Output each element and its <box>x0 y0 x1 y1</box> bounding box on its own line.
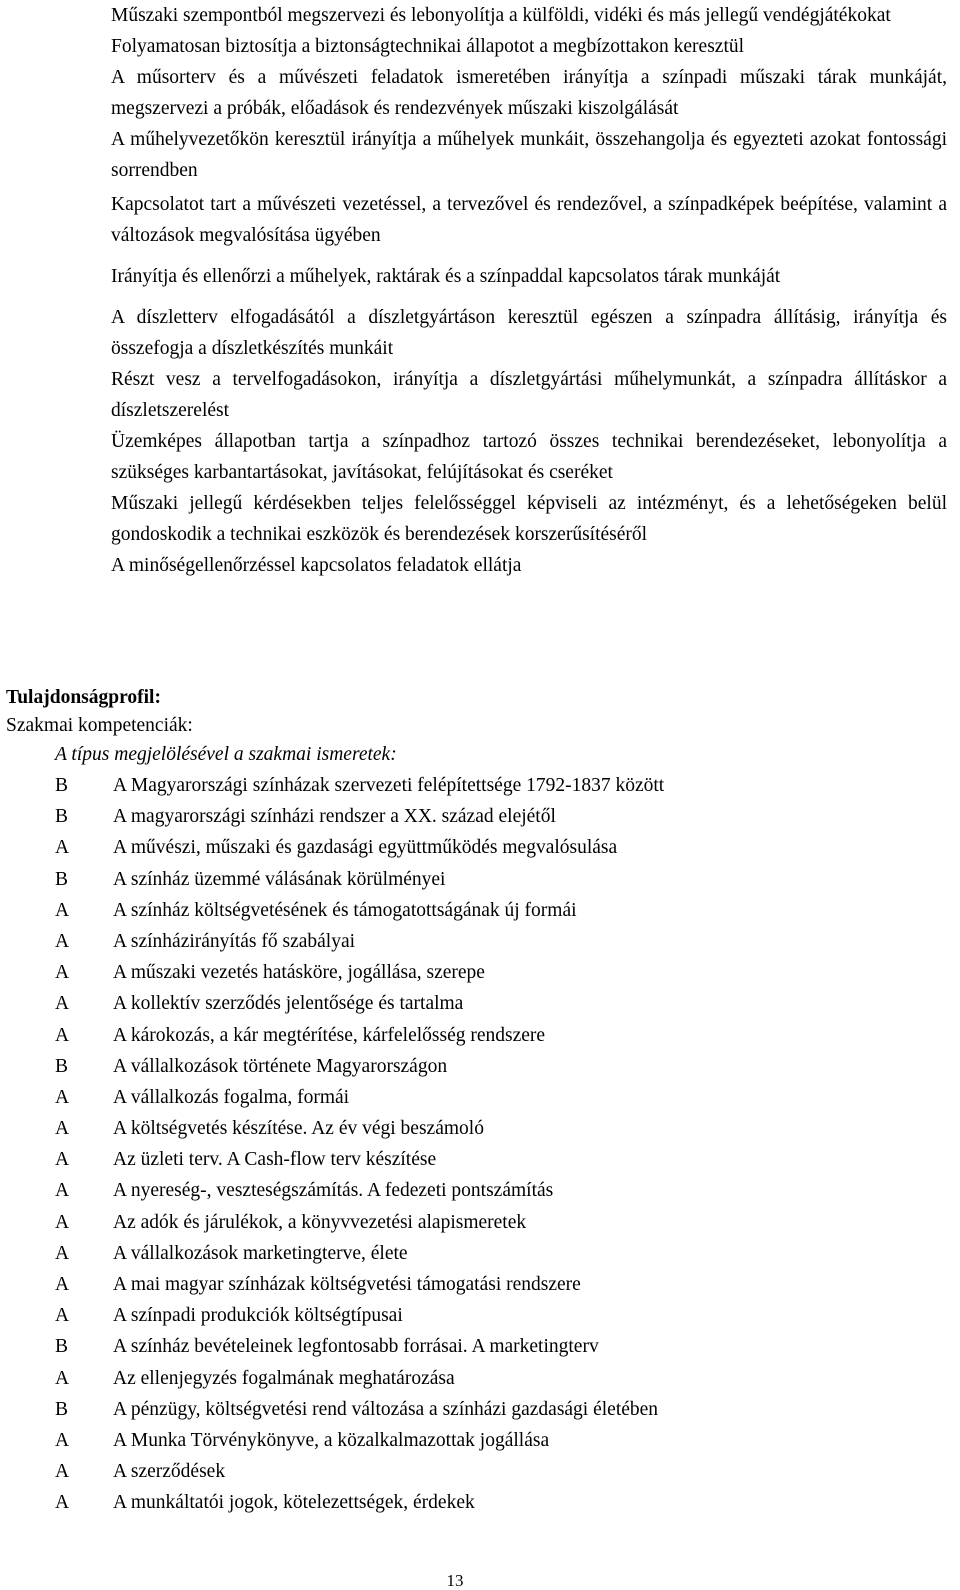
knowledge-level: A <box>55 1274 70 1295</box>
list-item <box>55 1144 946 1175</box>
knowledge-level: B <box>55 1336 69 1358</box>
duty-paragraph: Műszaki szempontból megszervezi és lebonyolítja a külföldi, vidéki és más jellegű vendégjátékokat <box>111 5 891 26</box>
knowledge-text: A magyarországi színházi rendszer a XX. század elejétől <box>113 806 556 828</box>
knowledge-level: A <box>55 930 70 952</box>
duty-paragraph: Üzemképes állapotban tartja a színpadhoz tartozó összes technikai berendezéseket, lebonyolítja a szükséges karbantartásokat, javításokat, felújításokat és cseréket <box>111 431 947 483</box>
duty-paragraph: A minőségellenőrzéssel kapcsolatos feladatok ellátja <box>111 555 522 576</box>
knowledge-level: A <box>55 837 70 859</box>
knowledge-level: A <box>55 1118 70 1140</box>
knowledge-text: A költségvetés készítése. Az év végi beszámoló <box>113 1118 484 1140</box>
list-item <box>55 1238 946 1269</box>
knowledge-text: A műszaki vezetés hatásköre, jogállása, szerepe <box>113 962 485 984</box>
list-item <box>55 1456 946 1487</box>
knowledge-text: A munkáltatói jogok, kötelezettségek, érdekek <box>113 1492 475 1514</box>
knowledge-text: A nyereség-, veszteségszámítás. A fedezeti pontszámítás <box>113 1180 554 1202</box>
page-number: 13 <box>446 1571 464 1590</box>
list-item <box>55 1269 946 1300</box>
knowledge-label: A típus megjelölésével a szakmai ismeretek: <box>55 744 397 765</box>
knowledge-text: Az adók és járulékok, a könyvvezetési alapismeretek <box>113 1211 527 1233</box>
list-item <box>55 988 946 1019</box>
list-item <box>55 1051 946 1082</box>
knowledge-level: A <box>55 1305 70 1327</box>
knowledge-text: Az üzleti terv. A Cash-flow terv készítése <box>113 1149 437 1171</box>
knowledge-text: A vállalkozás fogalma, formái <box>113 1086 350 1108</box>
duty-paragraph: Részt vesz a tervelfogadásokon, irányítja a díszletgyártási műhelymunkát, a színpadra állításkor a díszletszerelést <box>111 369 947 421</box>
knowledge-level: A <box>55 1180 70 1202</box>
list-item <box>55 801 946 832</box>
knowledge-level: A <box>55 962 70 984</box>
duty-paragraph: A műsorterv és a művészeti feladatok ismeretében irányítja a színpadi műszaki tárak munkáját, megszervezi a próbák, előadások és rendezvények műszaki kiszolgálását <box>111 67 947 119</box>
knowledge-text: Az ellenjegyzés fogalmának meghatározása <box>113 1367 455 1389</box>
knowledge-level: A <box>55 899 70 921</box>
knowledge-text: A kollektív szerződés jelentősége és tartalma <box>113 993 464 1015</box>
list-item <box>55 864 946 895</box>
knowledge-level: A <box>55 1242 70 1264</box>
knowledge-text: A színház üzemmé válásának körülményei <box>113 868 446 890</box>
knowledge-level: A <box>55 1086 70 1108</box>
knowledge-level: B <box>55 775 69 796</box>
list-item <box>55 1207 946 1238</box>
knowledge-text: A szerződések <box>113 1461 226 1483</box>
knowledge-level: B <box>55 806 69 828</box>
knowledge-level: A <box>55 1461 70 1483</box>
list-item <box>55 770 946 801</box>
property-profile-section <box>6 684 946 1519</box>
knowledge-text: A vállalkozások története Magyarországon <box>113 1055 448 1077</box>
list-item <box>55 1394 946 1425</box>
knowledge-level: A <box>55 1367 70 1389</box>
knowledge-text: A pénzügy, költségvetési rend változása a színházi gazdasági életében <box>113 1398 659 1420</box>
duty-paragraph: Folyamatosan biztosítja a biztonságtechnikai állapotot a megbízottakon keresztül <box>111 36 745 57</box>
knowledge-text: A károkozás, a kár megtérítése, kárfelelősség rendszere <box>113 1024 546 1046</box>
list-item <box>55 1082 946 1113</box>
knowledge-level: A <box>55 1211 70 1233</box>
list-item <box>55 1487 946 1518</box>
knowledge-level: B <box>55 1398 69 1420</box>
list-item <box>55 1331 946 1362</box>
knowledge-text: A színház költségvetésének és támogatottságának új formái <box>113 899 577 921</box>
duties-list <box>111 0 947 581</box>
knowledge-level: A <box>55 1149 70 1171</box>
duty-paragraph: A díszletterv elfogadásától a díszletgyártáson keresztül egészen a színpadra állításig, irányítja és összefogja a díszletkészítés munkáit <box>111 307 947 359</box>
list-item <box>55 895 946 926</box>
knowledge-text: A vállalkozások marketingterve, élete <box>113 1242 408 1264</box>
duty-paragraph: Irányítja és ellenőrzi a műhelyek, raktárak és a színpaddal kapcsolatos tárak munkáját <box>111 266 781 287</box>
list-item <box>55 1020 946 1051</box>
knowledge-text: A mai magyar színházak költségvetési támogatási rendszere <box>113 1274 581 1295</box>
list-item <box>55 1425 946 1456</box>
knowledge-text: A Munka Törvénykönyve, a közalkalmazottak jogállása <box>113 1429 550 1451</box>
duty-paragraph: Kapcsolatot tart a művészeti vezetéssel, a tervezővel és rendezővel, a színpadképek beépítése, valamint a változások megvalósítása ügyében <box>111 194 947 246</box>
knowledge-level: B <box>55 1055 69 1077</box>
section-title: Tulajdonságprofil: <box>6 687 161 708</box>
list-item <box>55 1300 946 1331</box>
duty-paragraph: Műszaki jellegű kérdésekben teljes felelősséggel képviseli az intézményt, és a lehetőségeken belül gondoskodik a technikai eszközök és berendezések korszerűsítéséről <box>111 493 947 545</box>
list-item <box>55 1175 946 1206</box>
knowledge-text: A színház bevételeinek legfontosabb forrásai. A marketingterv <box>113 1336 599 1358</box>
competence-label: Szakmai kompetenciák: <box>6 715 193 736</box>
knowledge-text: A Magyarországi színházak szervezeti felépítettsége 1792-1837 között <box>113 775 665 796</box>
duty-paragraph: A műhelyvezetőkön keresztül irányítja a műhelyek munkáit, összehangolja és egyezteti azokat fontossági sorrendben <box>111 129 947 181</box>
knowledge-text: A színpadi produkciók költségtípusai <box>113 1305 403 1327</box>
knowledge-list <box>6 770 946 1519</box>
list-item <box>55 1363 946 1394</box>
knowledge-level: B <box>55 868 69 890</box>
knowledge-level: A <box>55 1429 70 1451</box>
knowledge-level: A <box>55 1492 70 1514</box>
list-item <box>55 926 946 957</box>
knowledge-level: A <box>55 1024 70 1046</box>
knowledge-text: A színházirányítás fő szabályai <box>113 930 356 952</box>
list-item <box>55 1113 946 1144</box>
list-item <box>55 832 946 863</box>
knowledge-level: A <box>55 993 70 1015</box>
knowledge-text: A művészi, műszaki és gazdasági együttműködés megvalósulása <box>113 837 618 859</box>
list-item <box>55 957 946 988</box>
